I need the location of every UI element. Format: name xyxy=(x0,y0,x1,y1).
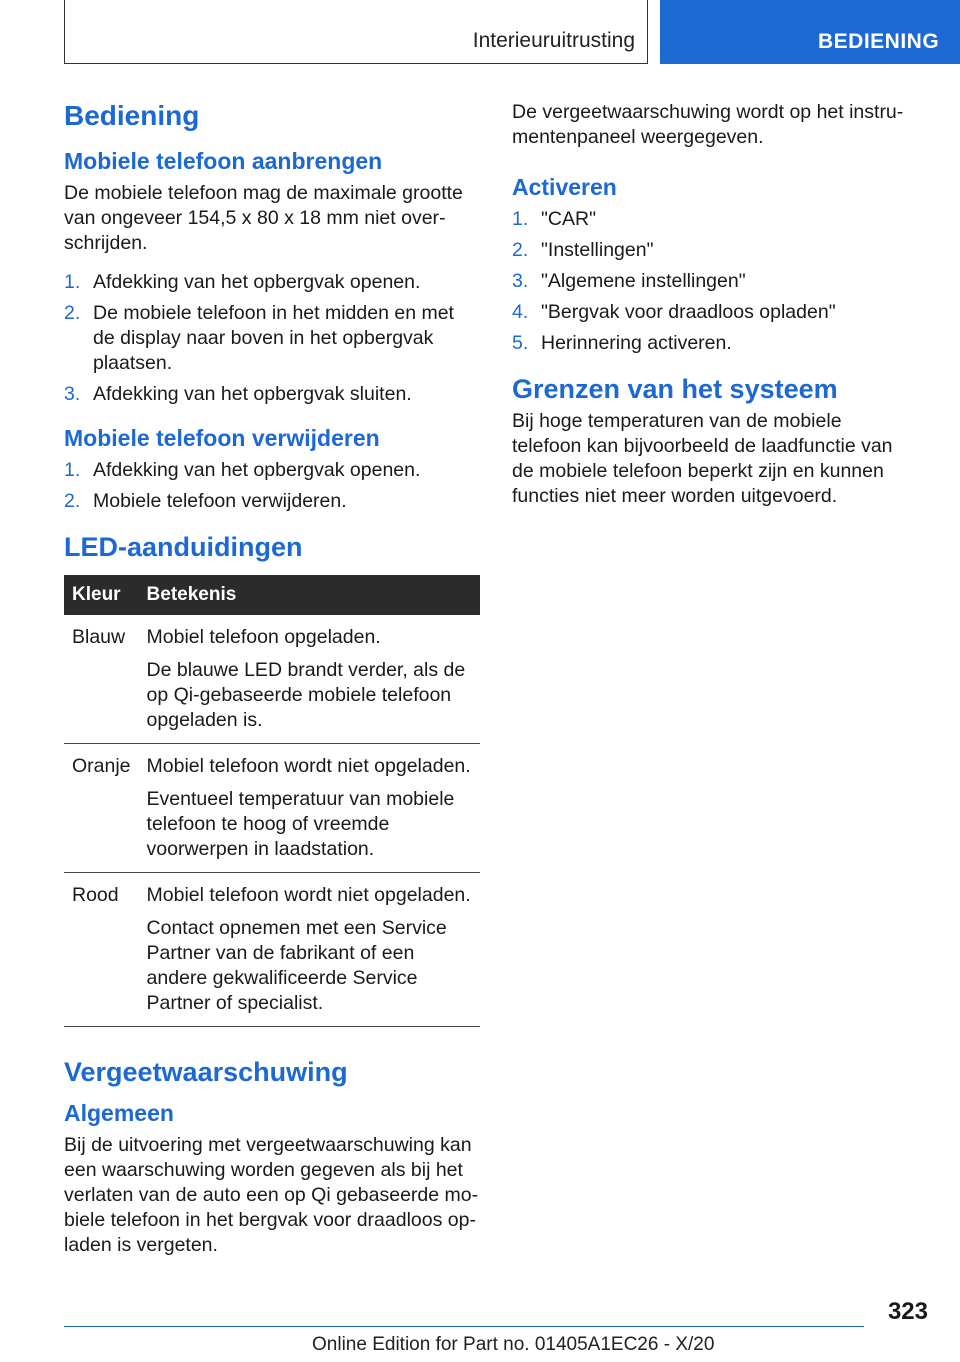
list-item xyxy=(64,489,480,514)
list-item xyxy=(512,238,912,263)
remove-heading: Mobiele telefoon verwijderen xyxy=(64,425,380,451)
mount-text: De mobiele telefoon mag de maximale grootte van ongeveer 154,5 x 80 x 18 mm niet overschrijden. xyxy=(64,182,463,254)
footer-divider xyxy=(64,1326,864,1327)
list-item xyxy=(64,270,480,295)
step-number: 5. xyxy=(512,332,529,354)
mount-heading: Mobiele telefoon aanbrengen xyxy=(64,148,383,174)
list-item xyxy=(512,331,912,356)
table-header-row xyxy=(64,575,480,615)
step-number: 1. xyxy=(64,271,81,293)
step-number: 4. xyxy=(512,301,529,323)
list-item xyxy=(512,300,912,325)
remove-steps xyxy=(64,458,480,514)
list-item xyxy=(512,207,912,232)
list-item xyxy=(64,301,480,376)
table-row xyxy=(64,873,480,1027)
step-text: "Instellingen" xyxy=(541,239,654,261)
led-table xyxy=(64,575,480,1027)
step-number: 3. xyxy=(512,270,529,292)
step-number: 3. xyxy=(64,383,81,405)
step-text: De mobiele telefoon in het midden en met de display naar boven in het opbergvak plaatsen. xyxy=(93,302,454,374)
activate-heading: Activeren xyxy=(512,174,617,200)
led-heading: LED-aanduidingen xyxy=(64,532,303,562)
limits-text: Bij hoge temperaturen van de mobiele telefoon kan bijvoorbeeld de laadfunctie van de mobiele telefoon beperkt zijn en kunnen functies niet meer worden uitgevoerd. xyxy=(512,410,893,507)
list-item xyxy=(64,382,480,407)
header-section-box xyxy=(64,0,648,64)
step-text: "Algemene instellingen" xyxy=(541,270,746,292)
table-row xyxy=(64,744,480,873)
activate-steps xyxy=(512,207,912,356)
led-meaning-main: Mobiel telefoon wordt niet opgeladen. xyxy=(146,884,471,906)
header-section-title: Interieuruitrusting xyxy=(472,29,635,52)
step-text: Afdekking van het opbergvak sluiten. xyxy=(93,383,412,405)
led-meaning-cell xyxy=(139,873,480,1027)
right-column xyxy=(512,100,912,523)
step-text: Mobiele telefoon verwijderen. xyxy=(93,490,347,512)
left-column xyxy=(64,100,480,1272)
forget-heading: Vergeetwaarschuwing xyxy=(64,1057,348,1087)
header-chapter-tab xyxy=(660,0,960,64)
led-meaning-cell xyxy=(139,615,480,744)
led-meaning-main: Mobiel telefoon wordt niet opgeladen. xyxy=(146,755,471,777)
led-color-cell: Blauw xyxy=(64,615,139,744)
step-number: 2. xyxy=(64,490,81,512)
list-item xyxy=(512,269,912,294)
step-text: "CAR" xyxy=(541,208,597,230)
column-header-betekenis: Betekenis xyxy=(139,575,480,615)
list-item xyxy=(64,458,480,483)
step-number: 1. xyxy=(64,459,81,481)
led-meaning-detail: Contact opnemen met een Service Partner van de fabrikant of een andere gekwalificeerde Service Partner of specialist. xyxy=(146,917,447,1014)
step-number: 2. xyxy=(64,302,81,324)
column-header-kleur: Kleur xyxy=(64,575,139,615)
limits-heading: Grenzen van het systeem xyxy=(512,374,838,404)
led-meaning-cell xyxy=(139,744,480,873)
step-number: 2. xyxy=(512,239,529,261)
step-number: 1. xyxy=(512,208,529,230)
intro-text: De vergeetwaarschuwing wordt op het instrumentenpaneel weergegeven. xyxy=(512,101,904,148)
page-number: 323 xyxy=(887,1298,928,1325)
led-meaning-detail: De blauwe LED brandt verder, als de op Qi-gebaseerde mobiele telefoon opgeladen is. xyxy=(146,659,466,731)
led-meaning-main: Mobiel telefoon opgeladen. xyxy=(146,626,381,648)
step-text: "Bergvak voor draadloos opladen" xyxy=(541,301,836,323)
forget-subheading: Algemeen xyxy=(64,1100,174,1126)
step-text: Herinnering activeren. xyxy=(541,332,732,354)
mount-steps xyxy=(64,270,480,407)
footer-edition: Online Edition for Part no. 01405A1EC26 - X/20 xyxy=(312,1334,715,1355)
led-color-cell: Rood xyxy=(64,873,139,1027)
forget-text: Bij de uitvoering met vergeetwaarschuwing kan een waarschuwing worden gegeven als bij het verlaten van de auto een op Qi gebaseerde mobiele telefoon in het bergvak voor draadloos opladen is vergeten. xyxy=(64,1134,479,1256)
led-color-cell: Oranje xyxy=(64,744,139,873)
step-text: Afdekking van het opbergvak openen. xyxy=(93,271,421,293)
table-row xyxy=(64,615,480,744)
step-text: Afdekking van het opbergvak openen. xyxy=(93,459,421,481)
header-chapter-title: BEDIENING xyxy=(818,30,940,53)
led-meaning-detail: Eventueel temperatuur van mobiele telefoon te hoog of vreemde voorwerpen in laadstation. xyxy=(146,788,455,860)
chapter-title: Bediening xyxy=(64,100,200,131)
